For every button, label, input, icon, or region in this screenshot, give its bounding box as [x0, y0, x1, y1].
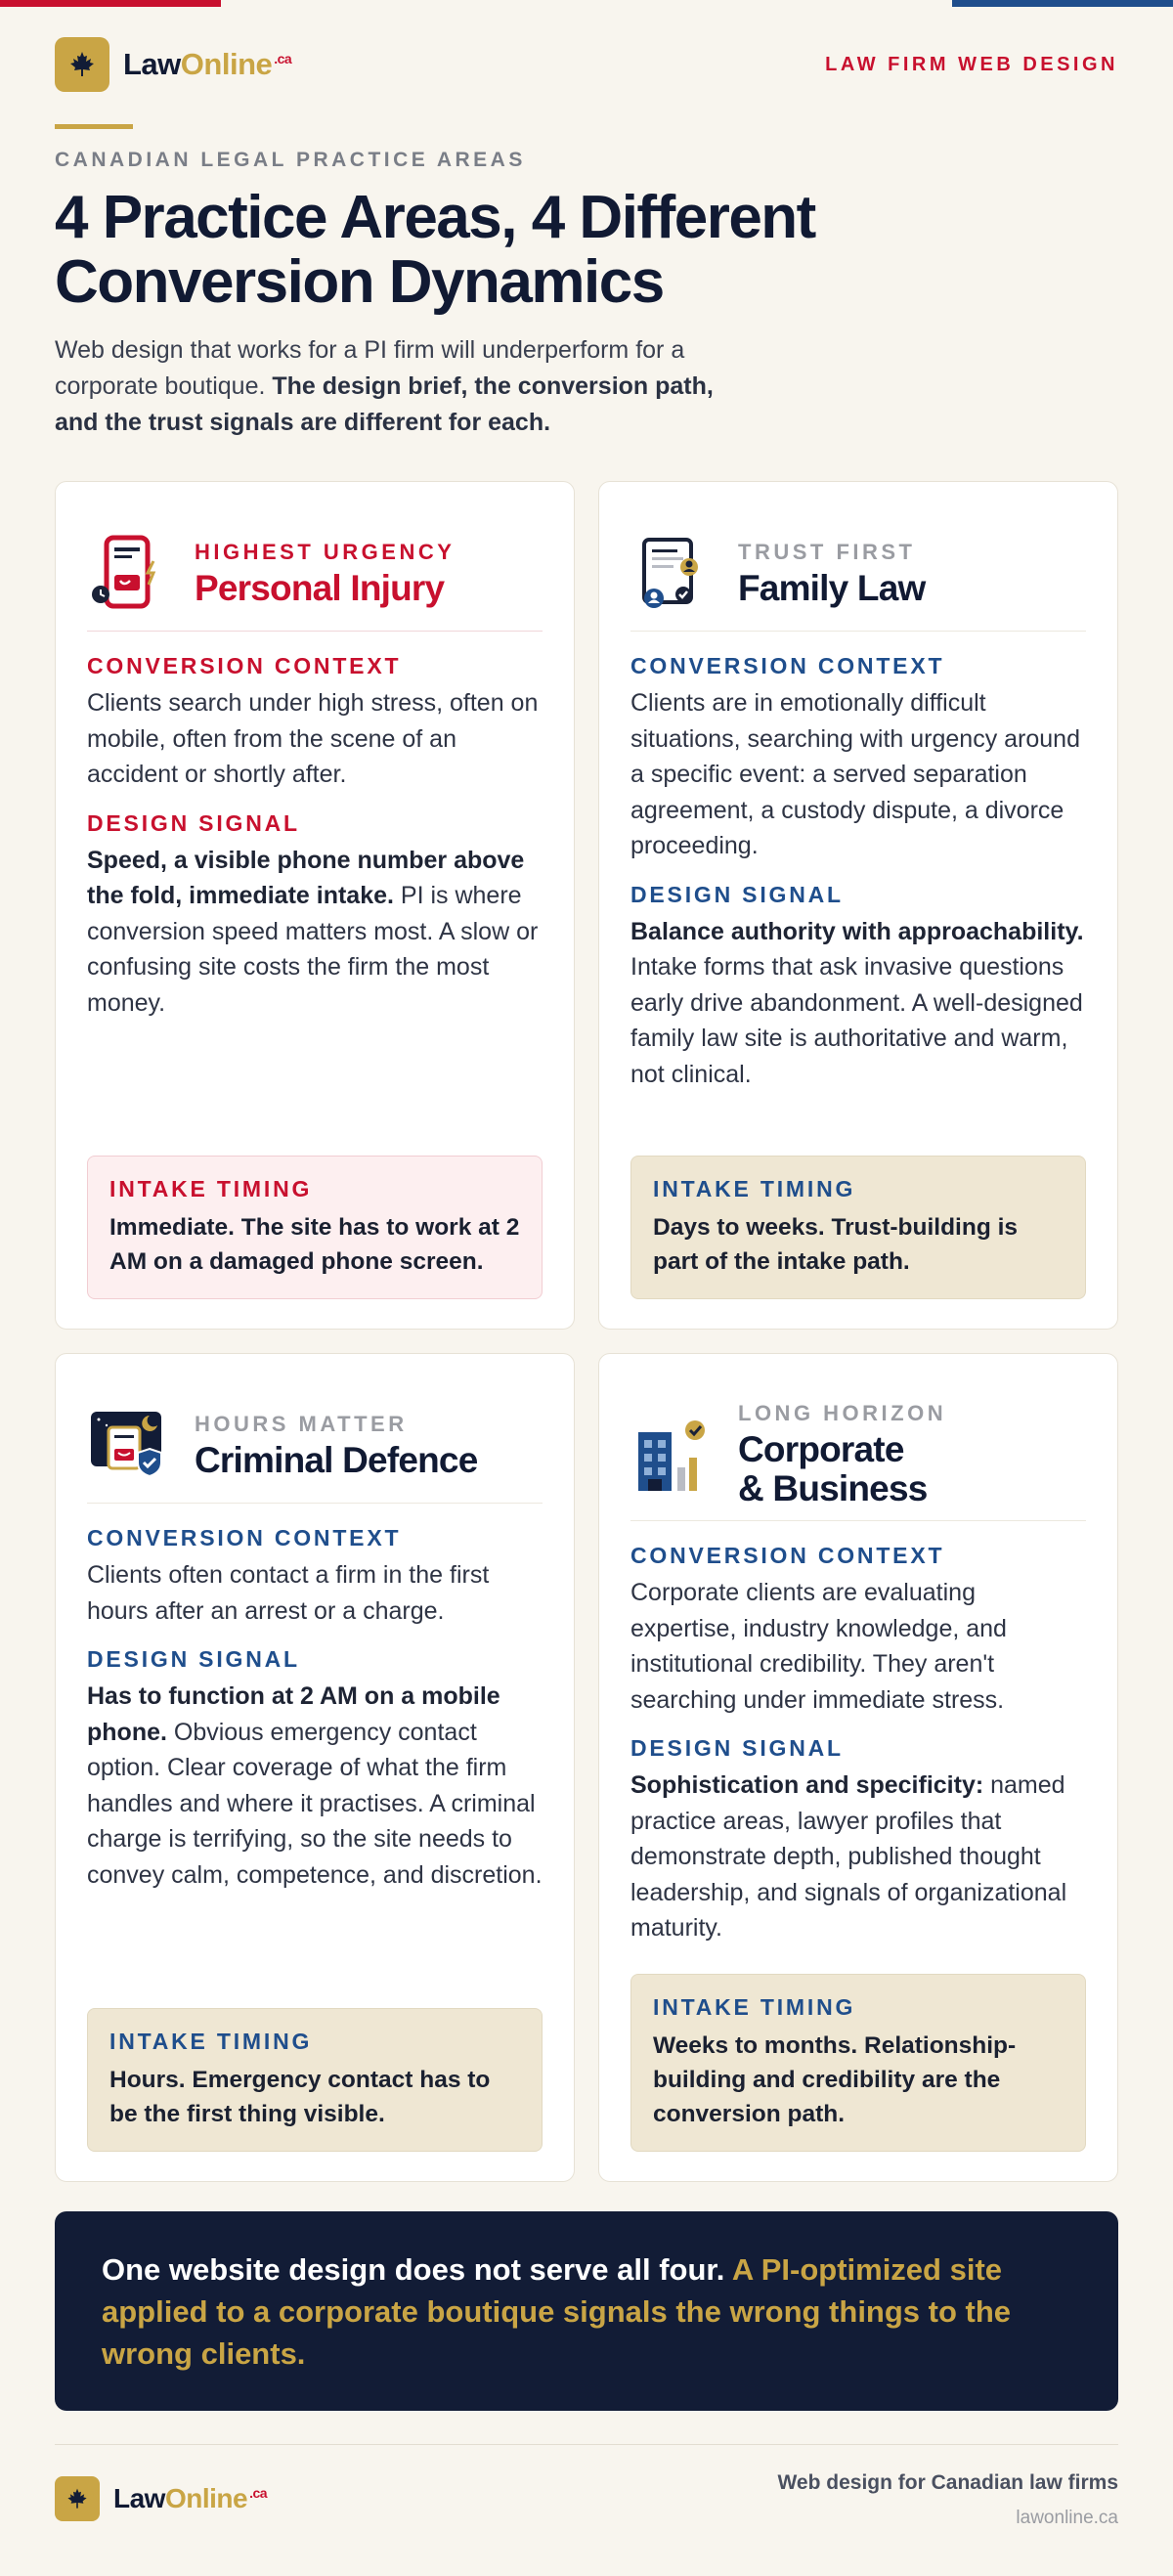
signal-label: DESIGN SIGNAL: [87, 1646, 300, 1672]
brand-wordmark: LawOnline $^{.ca}$: [123, 47, 292, 81]
context-label: CONVERSION CONTEXT: [630, 653, 945, 678]
card-eyebrow: LONG HORIZON: [738, 1401, 947, 1425]
card-eyebrow: HIGHEST URGENCY: [195, 540, 456, 564]
banner-text: One website design does not serve all four. A PI-optimized site applied to a corporate boutique signals the wrong things to the wrong clients.: [102, 2251, 1012, 2371]
card-title: Personal Injury: [195, 568, 445, 608]
hero-intro: Web design that works for a PI firm will underperform for a corporate boutique. The design brief, the conversion path, and the trust signals are different for each.: [55, 336, 714, 436]
timing-text: Immediate. The site has to work at 2 AM on a damaged phone screen.: [109, 1214, 520, 1275]
page-title: 4 Practice Areas, 4 Different Conversion Dynamics: [55, 184, 815, 316]
intake-timing-box: [630, 1156, 1086, 1299]
footer-divider: [55, 2444, 1118, 2445]
night-shield-icon: [87, 1404, 171, 1488]
maple-leaf-icon: [55, 2476, 100, 2521]
document-user-icon: [630, 532, 715, 616]
hero-eyebrow: CANADIAN LEGAL PRACTICE AREAS: [55, 149, 526, 171]
top-accent-bar-blue: [952, 0, 1173, 7]
timing-label: INTAKE TIMING: [653, 1176, 856, 1201]
signal-text: Sophistication and specificity: named practice areas, lawyer profiles that demonstrate depth, published thought leadership, and signals of organizational maturity.: [630, 1771, 1067, 1942]
brand-wordmark: LawOnline $^{.ca}$: [113, 2483, 268, 2513]
maple-leaf-icon: [55, 37, 109, 92]
timing-label: INTAKE TIMING: [109, 2029, 313, 2054]
timing-text: Hours. Emergency contact has to be the first thing visible.: [109, 2067, 491, 2127]
signal-label: DESIGN SIGNAL: [630, 881, 844, 907]
card-personal-injury: [55, 481, 575, 1330]
page-header: [55, 37, 1118, 92]
intake-timing-box: [87, 1156, 543, 1299]
context-label: CONVERSION CONTEXT: [87, 1525, 402, 1550]
signal-text: Balance authority with approachability. Intake forms that ask invasive questions early drive abandonment. A well-designed family law site is authoritative and warm, not clinical.: [630, 917, 1084, 1088]
intake-timing-box: [87, 2008, 543, 2152]
footer-tagline: Web design for Canadian law firms: [777, 2471, 1118, 2494]
context-label: CONVERSION CONTEXT: [87, 653, 402, 678]
timing-label: INTAKE TIMING: [109, 1176, 313, 1201]
card-title: Criminal Defence: [195, 1440, 478, 1480]
context-text: Clients often contact a firm in the first hours after an arrest or a charge.: [87, 1561, 490, 1625]
context-text: Clients search under high stress, often on mobile, often from the scene of an accident or shortly after.: [87, 689, 539, 788]
mobile-phone-icon: [87, 532, 171, 616]
context-text: Corporate clients are evaluating expertise, industry knowledge, and institutional credibility. They aren't searching under immediate stress.: [630, 1579, 1007, 1714]
timing-text: Weeks to months. Relationship-building and credibility are the conversion path.: [653, 2032, 1017, 2127]
top-accent-bar-red: [0, 0, 221, 7]
card-eyebrow: TRUST FIRST: [738, 540, 916, 564]
card-corporate-business: [598, 1353, 1118, 2182]
card-criminal-defence: [55, 1353, 575, 2182]
timing-text: Days to weeks. Trust-building is part of the intake path.: [653, 1214, 1019, 1275]
timing-label: INTAKE TIMING: [653, 1994, 856, 2020]
footer-brand-logo[interactable]: [55, 2476, 267, 2521]
card-family-law: [598, 481, 1118, 1330]
conclusion-banner: [55, 2211, 1118, 2411]
card-title: Corporate & Business: [738, 1429, 928, 1508]
card-title: Family Law: [738, 568, 926, 608]
header-tagline: LAW FIRM WEB DESIGN: [825, 53, 1118, 75]
gold-accent-rule: [55, 124, 133, 129]
signal-label: DESIGN SIGNAL: [630, 1735, 844, 1761]
context-text: Clients are in emotionally difficult situations, searching with urgency around a specific event: a served separation agreement, a custody dispute, a divorce proceeding.: [630, 689, 1080, 859]
building-chart-icon: [630, 1413, 715, 1497]
signal-label: DESIGN SIGNAL: [87, 809, 300, 836]
signal-text: Speed, a visible phone number above the fold, immediate intake. PI is where conversion speed matters most. A slow or confusing site costs the firm the most money.: [87, 846, 539, 1017]
context-label: CONVERSION CONTEXT: [630, 1543, 945, 1568]
card-eyebrow: HOURS MATTER: [195, 1412, 408, 1436]
signal-text: Has to function at 2 AM on a mobile phone. Obvious emergency contact option. Clear coverage of what the firm handles and where it practises. A criminal charge is terrifying, so the site needs to convey calm, competence, and discretion.: [87, 1682, 543, 1889]
brand-logo[interactable]: [55, 37, 291, 92]
footer-url-link[interactable]: lawonline.ca: [1016, 2508, 1118, 2528]
intake-timing-box: [630, 1974, 1086, 2152]
